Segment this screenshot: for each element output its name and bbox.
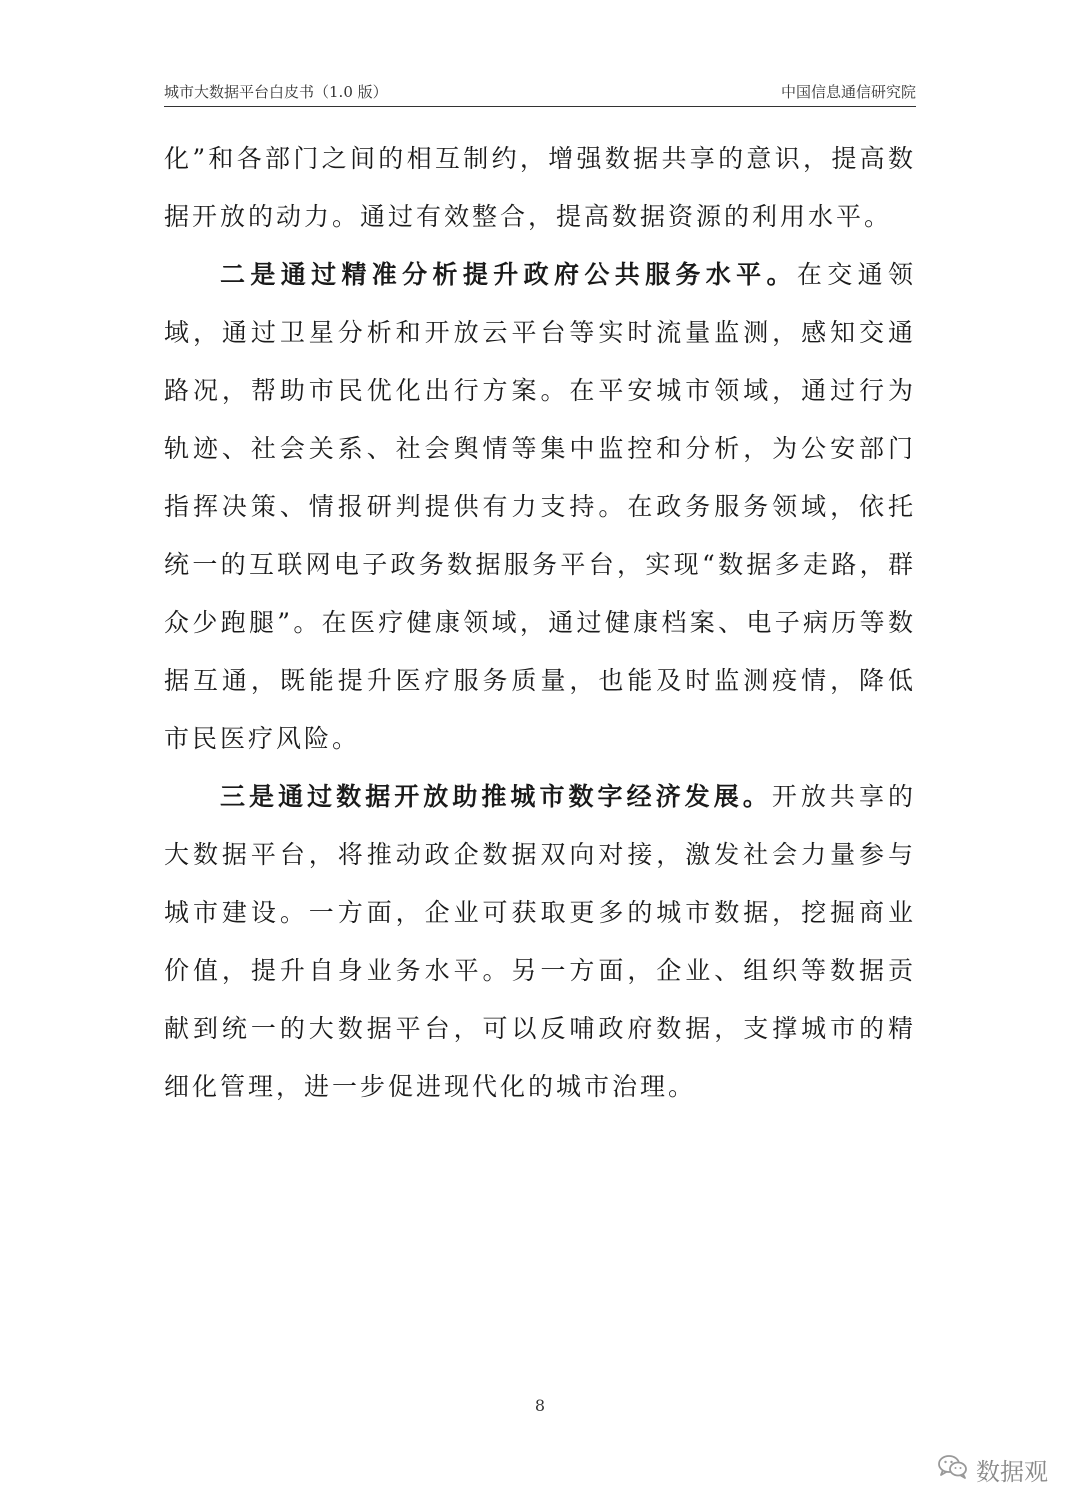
paragraph-2-lead: 二是通过精准分析提升政府公共服务水平。 <box>220 260 797 289</box>
page-number: 8 <box>534 1396 546 1415</box>
header-document-title: 城市大数据平台白皮书（1.0 版） <box>164 83 388 101</box>
paragraph-2-text: 在交通领域，通过卫星分析和开放云平台等实时流量监测，感知交通路况，帮助市民优化出行方案。在平安城市领域，通过行为轨迹、社会关系、社会舆情等集中监控和分析，为公安部门指挥决策、情报研判提供有力支持。在政务服务领域，依托统一的互联网电子政务数据服务平台，实现“数据多走路，群众少跑腿”。在医疗健康领域，通过健康档案、电子病历等数据互通，既能提升医疗服务质量，也能及时监测疫情，降低市民医疗风险。 <box>164 260 916 753</box>
paragraph-3-text: 开放共享的大数据平台，将推动政企数据双向对接，激发社会力量参与城市建设。一方面，企业可获取更多的城市数据，挖掘商业价值，提升自身业务水平。另一方面，企业、组织等数据贡献到统一的大数据平台，可以反哺政府数据，支撑城市的精细化管理，进一步促进现代化的城市治理。 <box>164 782 916 1101</box>
paragraph-2 <box>164 246 916 768</box>
header-organization: 中国信息通信研究院 <box>780 83 916 101</box>
watermark-text: 数据观 <box>976 1458 1048 1486</box>
page-header <box>164 74 916 107</box>
paragraph-3 <box>164 768 916 1116</box>
paragraph-1: 化”和各部门之间的相互制约，增强数据共享的意识，提高数据开放的动力。通过有效整合，提高数据资源的利用水平。 <box>164 144 916 231</box>
paragraph-3-lead: 三是通过数据开放助推城市数字经济发展。 <box>220 782 772 811</box>
wechat-icon <box>938 1454 968 1486</box>
body-text <box>164 130 916 1116</box>
watermark <box>938 1452 1048 1487</box>
